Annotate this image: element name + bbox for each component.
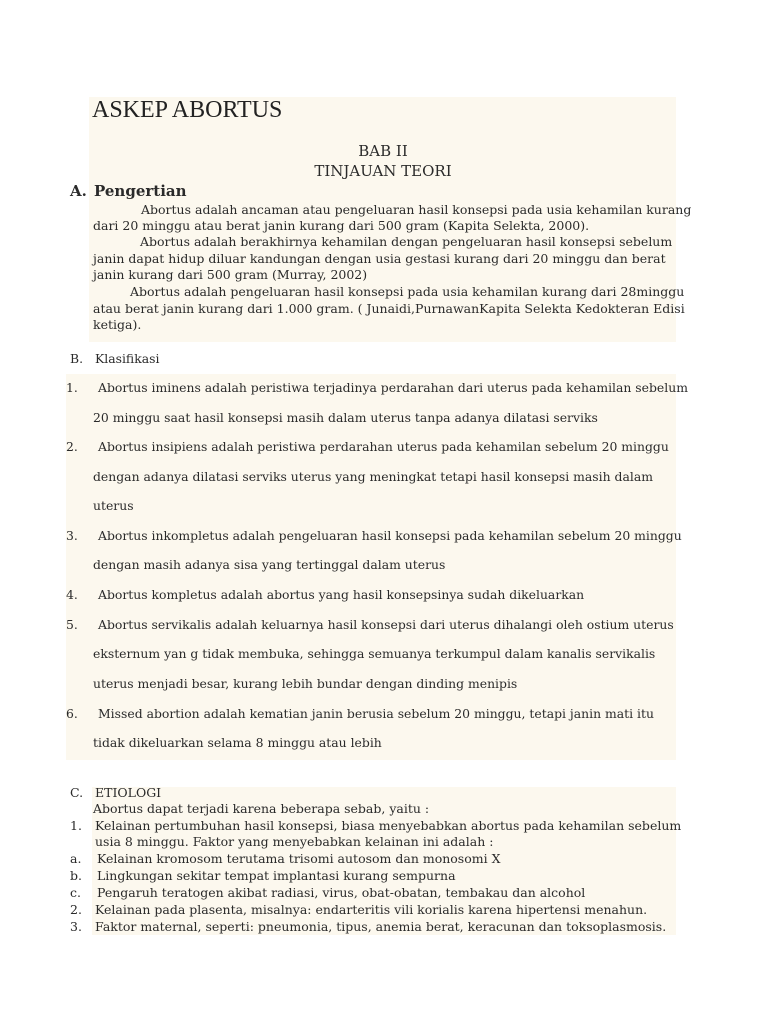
pengertian-line: dari 20 minggu atau berat janin kurang dari 500 gram (Kapita Selekta, 2000). <box>93 218 590 233</box>
pengertian-line: Abortus adalah pengeluaran hasil konsepsi pada usia kehamilan kurang dari 28minggu <box>130 284 685 299</box>
pengertian-line: Abortus adalah berakhirnya kehamilan dengan pengeluaran hasil konsepsi sebelum <box>140 234 673 249</box>
list-number: b. <box>70 868 82 883</box>
section-a-heading: Pengertian <box>94 182 187 200</box>
bab-heading: BAB II <box>358 142 408 160</box>
pengertian-line: janin dapat hidup diluar kandungan dengan usia gestasi kurang dari 20 minggu dan berat <box>93 251 666 266</box>
list-number: 1. <box>66 380 78 395</box>
pengertian-line: janin kurang dari 500 gram (Murray, 2002) <box>93 267 368 282</box>
list-item-line: Abortus kompletus adalah abortus yang hasil konsepsinya sudah dikeluarkan <box>98 587 585 602</box>
section-subtitle: TINJAUAN TEORI <box>314 162 452 180</box>
pengertian-line: ketiga). <box>93 317 142 332</box>
list-item-line: Abortus inkompletus adalah pengeluaran hasil konsepsi pada kehamilan sebelum 20 minggu <box>98 528 682 543</box>
list-number: 1. <box>70 818 82 833</box>
pengertian-line: atau berat janin kurang dari 1.000 gram. ( Junaidi,PurnawanKapita Selekta Kedokteran Edisi <box>93 301 685 316</box>
list-item-line: uterus menjadi besar, kurang lebih bundar dengan dinding menipis <box>93 676 518 691</box>
list-number: 6. <box>66 706 78 721</box>
list-item-line: Abortus servikalis adalah keluarnya hasil konsepsi dari uterus dihalangi oleh ostium uterus <box>98 617 674 632</box>
list-item-line: Missed abortion adalah kematian janin berusia sebelum 20 minggu, tetapi janin mati itu <box>98 706 654 721</box>
list-number: 5. <box>66 617 78 632</box>
section-a-marker: A. <box>70 182 87 200</box>
list-item-line: dengan masih adanya sisa yang tertinggal dalam uterus <box>93 557 446 572</box>
list-item-line: usia 8 minggu. Faktor yang menyebabkan kelainan ini adalah : <box>95 834 494 849</box>
list-item-line: Abortus insipiens adalah peristiwa perdarahan uterus pada kehamilan sebelum 20 minggu <box>98 439 669 454</box>
list-number: 3. <box>66 528 78 543</box>
list-item-line: Faktor maternal, seperti: pneumonia, tipus, anemia berat, keracunan dan toksoplasmosis. <box>95 919 667 934</box>
list-item-line: eksternum yan g tidak membuka, sehingga semuanya terkumpul dalam kanalis servikalis <box>93 646 656 661</box>
list-item-line: Kelainan pada plasenta, misalnya: endarteritis vili korialis karena hipertensi menahun. <box>95 902 648 917</box>
list-item-line: Kelainan kromosom terutama trisomi autosom dan monosomi X <box>97 851 501 866</box>
list-number: 3. <box>70 919 82 934</box>
list-item-line: dengan adanya dilatasi serviks uterus yang meningkat tetapi hasil konsepsi masih dalam <box>93 469 653 484</box>
list-number: 4. <box>66 587 78 602</box>
list-item-line: 20 minggu saat hasil konsepsi masih dalam uterus tanpa adanya dilatasi serviks <box>93 410 598 425</box>
list-item-line: uterus <box>93 498 134 513</box>
etiologi-intro: Abortus dapat terjadi karena beberapa sebab, yaitu : <box>93 801 430 816</box>
list-item-line: Kelainan pertumbuhan hasil konsepsi, biasa menyebabkan abortus pada kehamilan sebelum <box>95 818 682 833</box>
section-b-heading: Klasifikasi <box>95 351 160 366</box>
section-c-marker: C. <box>70 785 84 800</box>
list-number: 2. <box>66 439 78 454</box>
list-number: a. <box>70 851 82 866</box>
section-b-marker: B. <box>70 351 84 366</box>
list-item-line: Lingkungan sekitar tempat implantasi kurang sempurna <box>97 868 456 883</box>
section-c-heading: ETIOLOGI <box>95 785 162 800</box>
list-item-line: tidak dikeluarkan selama 8 minggu atau lebih <box>93 735 382 750</box>
page-title: ASKEP ABORTUS <box>92 97 283 123</box>
list-item-line: Abortus iminens adalah peristiwa terjadinya perdarahan dari uterus pada kehamilan sebelum <box>98 380 688 395</box>
pengertian-line: Abortus adalah ancaman atau pengeluaran hasil konsepsi pada usia kehamilan kurang <box>141 202 692 217</box>
list-number: c. <box>70 885 81 900</box>
list-number: 2. <box>70 902 82 917</box>
list-item-line: Pengaruh teratogen akibat radiasi, virus, obat-obatan, tembakau dan alcohol <box>97 885 586 900</box>
